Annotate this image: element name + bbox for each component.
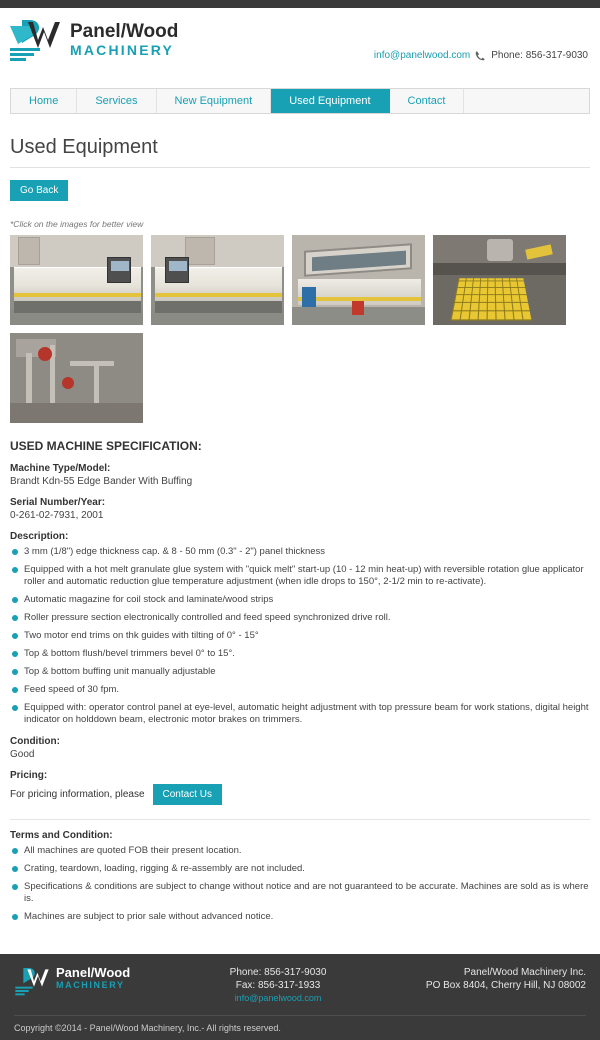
thumb-detail	[185, 237, 215, 265]
pricing-text: For pricing information, please	[10, 789, 145, 800]
thumb-red-knob	[62, 377, 74, 389]
thumb-machine-base	[14, 301, 141, 313]
browser-top-bar	[0, 0, 600, 8]
divider	[10, 819, 590, 820]
thumb-red-knob	[38, 347, 52, 361]
spec-heading: USED MACHINE SPECIFICATION:	[10, 439, 202, 453]
machine-type-block	[10, 463, 590, 487]
condition-block	[10, 736, 590, 760]
nav-item-home[interactable]: Home	[11, 89, 77, 113]
pw-logo-icon	[8, 18, 62, 64]
thumb-machine-lid	[304, 243, 412, 277]
header-contact	[374, 50, 588, 61]
gallery-thumb-2[interactable]	[151, 235, 284, 325]
description-block	[10, 531, 590, 726]
footer-copyright: Copyright ©2014 - Panel/Wood Machinery, Inc.- All rights reserved.	[14, 1015, 586, 1033]
footer-brand-name: Panel/Wood	[56, 965, 131, 980]
gallery-thumb-1[interactable]	[10, 235, 143, 325]
list-item: Crating, teardown, loading, rigging & re-assembly are not included.	[10, 863, 590, 875]
list-item: Two motor end trims on thk guides with tilting of 0° - 15°	[10, 630, 590, 642]
pricing-block	[10, 770, 590, 805]
thumb-machine-stripe	[14, 293, 141, 297]
main-nav	[10, 88, 590, 114]
thumb-detail	[18, 237, 40, 265]
description-list	[10, 546, 590, 726]
brand-subtitle: MACHINERY	[70, 42, 175, 58]
nav-item-contact[interactable]: Contact	[390, 89, 465, 113]
gallery-thumb-4[interactable]	[433, 235, 566, 325]
thumb-machine-stripe	[155, 293, 282, 297]
list-item: Roller pressure section electronically controlled and feed speed synchronized drive roll.	[10, 612, 590, 624]
image-gallery	[10, 235, 590, 423]
list-item: Top & bottom buffing unit manually adjustable	[10, 666, 590, 678]
footer-address-line: PO Box 8404, Cherry Hill, NJ 08002	[425, 980, 586, 991]
footer-email-link[interactable]: info@panelwood.com	[234, 993, 322, 1003]
machine-type-label: Machine Type/Model:	[10, 463, 111, 474]
list-item: Equipped with: operator control panel at eye-level, automatic height adjustment with top pressure beam for work stations, digital height indicator on holddown beam, electronic motor brakes on trimmers.	[10, 702, 590, 726]
contact-us-button[interactable]: Contact Us	[153, 784, 222, 805]
footer-address	[426, 966, 586, 992]
condition-label: Condition:	[10, 736, 60, 747]
brand-name: Panel/Wood	[70, 21, 179, 42]
pricing-label: Pricing:	[10, 770, 48, 781]
list-item: Top & bottom flush/bevel trimmers bevel 0° to 15°.	[10, 648, 590, 660]
gallery-hint: *Click on the images for better view	[10, 219, 144, 229]
thumb-red-box	[352, 301, 364, 315]
terms-block	[10, 830, 590, 923]
machine-type-value: Brandt Kdn-55 Edge Bander With Buffing	[10, 476, 193, 487]
gallery-thumb-5[interactable]	[10, 333, 143, 423]
footer-fax: Fax: 856-317-1933	[235, 980, 321, 991]
terms-label: Terms and Condition:	[10, 830, 113, 841]
serial-value: 0-261-02-7931, 2001	[10, 510, 104, 521]
page-title: Used Equipment	[10, 136, 590, 168]
gallery-thumb-3[interactable]	[292, 235, 425, 325]
footer-company: Panel/Wood Machinery Inc.	[463, 967, 586, 978]
thumb-lid-glass	[312, 251, 406, 272]
serial-block	[10, 497, 590, 521]
terms-list	[10, 845, 590, 923]
footer-phone: Phone: 856-317-9030	[229, 967, 327, 978]
list-item: Equipped with a hot melt granulate glue system with "quick melt" start-up (10 - 12 min heat-up) with reversible rotation glue applicator roller and automatic reduction glue temperature adjustment (when idle drops to 150°, 2-1/2 min to re-activate).	[10, 564, 590, 588]
site-header	[0, 8, 600, 80]
thumb-yellow-grid	[450, 278, 531, 320]
header-email-link[interactable]: info@panelwood.com	[373, 50, 471, 61]
list-item: Automatic magazine for coil stock and laminate/wood strips	[10, 594, 590, 606]
nav-item-new-equipment[interactable]: New Equipment	[157, 89, 272, 113]
thumb-pipe	[70, 361, 114, 366]
list-item: All machines are quoted FOB their present location.	[10, 845, 590, 857]
thumb-glue-pot	[487, 239, 513, 261]
footer-contact	[230, 966, 327, 1005]
site-logo[interactable]	[8, 18, 178, 64]
thumb-blue-box	[302, 287, 316, 307]
serial-label: Serial Number/Year:	[10, 497, 106, 508]
footer-logo[interactable]	[14, 966, 130, 1001]
phone-icon	[475, 50, 486, 61]
nav-item-used-equipment[interactable]: Used Equipment	[271, 89, 389, 113]
list-item: Machines are subject to prior sale without advanced notice.	[10, 911, 590, 923]
condition-value: Good	[10, 749, 35, 760]
nav-item-services[interactable]: Services	[77, 89, 156, 113]
thumb-pipe	[26, 353, 32, 409]
footer-brand-subtitle: MACHINERY	[56, 980, 125, 990]
thumb-pipe	[94, 363, 99, 407]
list-item: 3 mm (1/8") edge thickness cap. & 8 - 50 mm (0.3" - 2") panel thickness	[10, 546, 590, 558]
site-footer	[0, 954, 600, 1040]
header-phone: Phone: 856-317-9030	[491, 50, 588, 61]
pw-logo-icon-footer	[14, 966, 50, 1001]
list-item: Specifications & conditions are subject to change without notice and are not guaranteed to be accurate. Machines are sold as is where is.	[10, 881, 590, 905]
thumb-control-panel	[165, 257, 189, 283]
thumb-machine-base	[155, 301, 282, 313]
go-back-button[interactable]: Go Back	[10, 180, 68, 201]
thumb-control-panel	[107, 257, 131, 283]
description-label: Description:	[10, 531, 69, 542]
thumb-bench	[433, 263, 566, 275]
thumb-floor	[10, 403, 143, 423]
list-item: Feed speed of 30 fpm.	[10, 684, 590, 696]
